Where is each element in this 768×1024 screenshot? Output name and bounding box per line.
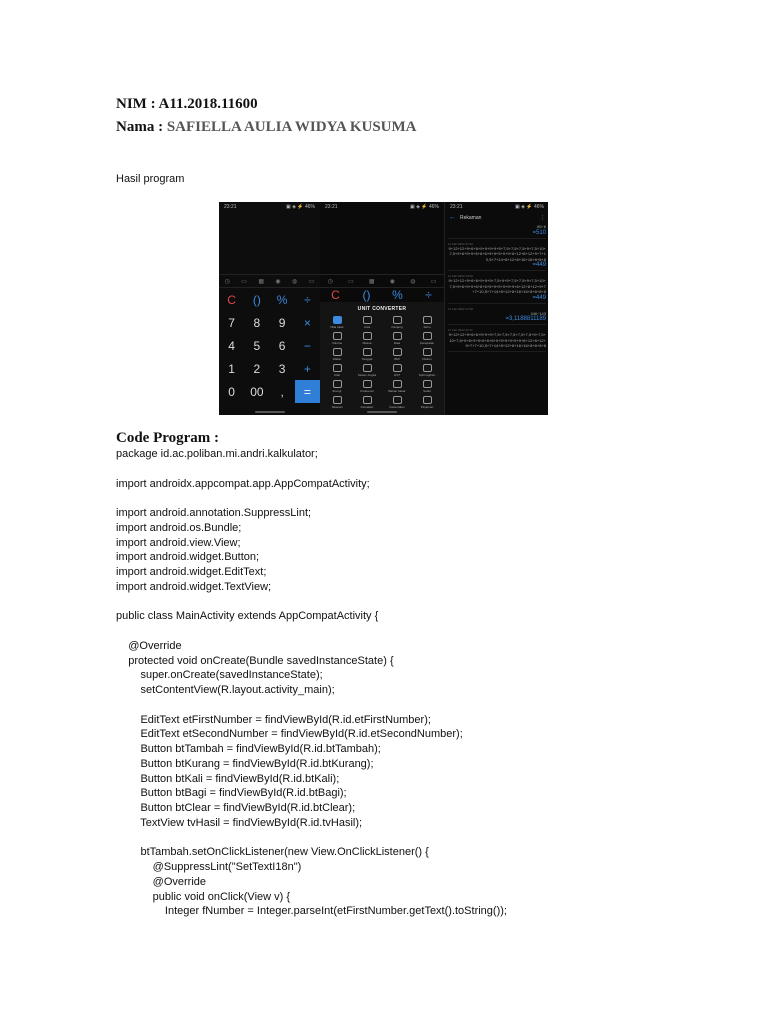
calc-key[interactable]: (): [252, 292, 261, 307]
status-time: 23:21: [224, 204, 237, 210]
status-icons: ▣ ◈ ⚡ 46%: [286, 204, 315, 210]
calc-key[interactable]: %: [276, 292, 288, 307]
unit-icon: [393, 380, 402, 388]
status-icons: ▣ ◈ ⚡ 46%: [515, 204, 544, 210]
code-line: Button btTambah = findViewById(R.id.btTambah);: [116, 743, 381, 755]
code-line: [116, 698, 507, 713]
toolbar-icon[interactable]: ▭: [241, 278, 247, 285]
unit-icon: [363, 380, 372, 388]
calc-key[interactable]: 6: [278, 338, 286, 353]
code-line: import android.widget.EditText;: [116, 566, 267, 578]
unit-icon: [333, 380, 342, 388]
unit-converter-label: BMI: [394, 357, 400, 361]
unit-converter-item[interactable]: [322, 364, 352, 377]
unit-converter-label: Volume: [331, 341, 342, 345]
unit-converter-item[interactable]: [382, 380, 412, 393]
unit-icon: [363, 364, 372, 372]
calculator-screenshot: [219, 202, 320, 415]
code-line: EditText etFirstNumber = findViewById(R.id.etFirstNumber);: [116, 713, 431, 726]
calc-key[interactable]: C: [227, 292, 236, 307]
toolbar-icon[interactable]: ▭: [348, 278, 354, 285]
status-bar: [320, 202, 444, 212]
code-line: TextView tvHasil = findViewById(R.id.tvHasil);: [116, 816, 363, 829]
code-line: import android.view.View;: [116, 536, 241, 549]
unit-converter-label: Bahan bakar: [388, 389, 406, 393]
nim-value: A11.2018.11600: [158, 96, 258, 112]
unit-converter-label: Massa: [362, 341, 372, 345]
unit-converter-item[interactable]: [352, 332, 382, 345]
calc-key[interactable]: 3: [278, 361, 286, 376]
toolbar-icon[interactable]: ▦: [258, 278, 264, 285]
code-line: Integer fNumber = Integer.parseInt(etFirstNumber.getText().toString());: [116, 905, 507, 918]
unit-converter-panel: [320, 302, 444, 415]
toolbar-icon[interactable]: ▭: [430, 278, 437, 285]
unit-converter-item[interactable]: [412, 396, 442, 409]
unit-converter-item[interactable]: [382, 348, 412, 361]
nim-label: NIM :: [116, 96, 159, 112]
history-screenshot: [444, 202, 548, 415]
nama-label: Nama :: [116, 119, 167, 135]
unit-converter-label: Kekentalan: [389, 405, 405, 409]
unit-icon: [423, 316, 432, 324]
unit-converter-label: Sudut: [423, 389, 431, 393]
code-line: protected void onCreate(Bundle savedInstanceState) {: [116, 654, 394, 667]
toolbar-icon[interactable]: ◍: [291, 278, 298, 285]
status-bar: [219, 202, 320, 212]
history-expression: 85÷6: [537, 224, 546, 229]
unit-converter-label: Energi: [332, 389, 342, 393]
unit-converter-item[interactable]: [322, 332, 352, 345]
history-expression: 446÷143: [530, 310, 546, 316]
unit-converter-item[interactable]: [322, 316, 352, 329]
history-entry[interactable]: [448, 328, 546, 352]
unit-converter-label: Data: [393, 341, 401, 345]
history-result: =510: [532, 229, 546, 236]
unit-converter-label: Sistem Angka: [357, 373, 377, 377]
unit-converter-item[interactable]: [412, 332, 442, 345]
unit-converter-item[interactable]: [322, 380, 352, 393]
calc-key[interactable]: ,: [280, 384, 284, 399]
history-date: 11 Feb 2022 11:31: [448, 328, 473, 332]
calc-keypad: [219, 288, 320, 403]
code-line: Button btKurang = findViewById(R.id.btKurang);: [116, 757, 374, 770]
unit-converter-label: Kekuatan: [360, 405, 374, 409]
code-line: Button btKali = findViewById(R.id.btKali);: [116, 772, 340, 785]
unit-icon: [393, 348, 402, 356]
history-list: [445, 224, 548, 415]
unit-converter-item[interactable]: [382, 332, 412, 345]
code-line: public void onClick(View v) {: [116, 890, 291, 903]
more-options-icon[interactable]: ⋮: [540, 214, 545, 221]
unit-converter-title: UNIT CONVERTER: [357, 306, 407, 312]
unit-icon: [393, 364, 402, 372]
unit-converter-label: Waktu: [332, 357, 342, 361]
toolbar-icon[interactable]: ◉: [275, 278, 281, 285]
unit-icon: [333, 332, 342, 340]
history-expression: 9+12+12+9+6+6+9+9+9+7,5+7,5+7,5+7,5+7,5+9+7,5+10+7,5+9+6+9+9+6+6+6+9+9+9+9+9+9+6+12+8+12+9+7+7+10,5+7+14+8+12+8+16+16+8+8+8+8: [448, 332, 546, 348]
unit-converter-item[interactable]: [322, 348, 352, 361]
code-line: [116, 491, 507, 506]
status-bar: [445, 202, 548, 212]
unit-converter-label: Frekuensi: [360, 389, 374, 393]
unit-icon: [423, 396, 432, 404]
unit-converter-item[interactable]: [412, 348, 442, 361]
unit-icon: [423, 380, 432, 388]
unit-icon: [423, 348, 432, 356]
calc-key[interactable]: %: [392, 288, 403, 302]
code-line: [116, 462, 507, 477]
history-result: =3,1188811189: [505, 316, 546, 322]
history-expression: 9+12+12+9+6+6+9+9+9+9+9+7,5+7,5+7,5+9+7,5+10+7,5+9+6+9+9+6+6+6+9+9+9+9+9+6+12+8+12+9+7+10,5+7+14+8+12+8+16+16+8+8+8: [448, 245, 546, 262]
unit-converter-item[interactable]: [352, 316, 382, 329]
history-entry[interactable]: [448, 242, 546, 272]
unit-converter-item[interactable]: [382, 316, 412, 329]
hasil-program-label: Hasil program: [116, 173, 185, 185]
calc-key[interactable]: =: [295, 380, 320, 403]
unit-icon: [333, 348, 342, 356]
unit-icon: [333, 316, 342, 324]
code-line: btTambah.setOnClickListener(new View.OnClickListener() {: [116, 846, 429, 859]
calc-toolbar: [320, 274, 444, 288]
code-line: super.onCreate(savedInstanceState);: [116, 669, 323, 682]
calc-key[interactable]: C: [331, 288, 340, 302]
code-line: import android.widget.Button;: [116, 551, 260, 564]
unit-icon: [393, 396, 402, 404]
calc-key[interactable]: 7: [228, 315, 235, 330]
calc-key[interactable]: (): [362, 288, 371, 302]
code-listing: [116, 447, 507, 919]
unit-converter-item[interactable]: [352, 364, 382, 377]
history-date: 11 Feb 2022 21:22: [448, 241, 473, 246]
code-line: setContentView(R.layout.activity_main);: [116, 684, 335, 696]
unit-icon: [363, 332, 372, 340]
unit-icon: [393, 332, 402, 340]
nav-handle: [367, 411, 397, 413]
calc-toolbar: [219, 274, 320, 288]
history-date: 11 Feb 2022 17:08: [448, 306, 473, 311]
toolbar-icon[interactable]: ▭: [308, 278, 315, 285]
toolbar-icon[interactable]: ◉: [389, 278, 396, 285]
unit-converter-label: Tanggal: [361, 357, 373, 361]
status-time: 23:21: [450, 204, 463, 210]
calc-key[interactable]: 2: [253, 361, 261, 376]
history-entry[interactable]: [448, 224, 546, 239]
calc-key[interactable]: 0: [228, 384, 235, 399]
unit-converter-item[interactable]: [412, 364, 442, 377]
code-line: [116, 831, 507, 846]
code-line: package id.ac.poliban.mi.andri.kalkulator;: [116, 448, 318, 460]
calc-key[interactable]: 5: [253, 338, 261, 353]
toolbar-icon[interactable]: ◍: [410, 278, 416, 285]
unit-converter-label: Tekanan: [331, 405, 343, 409]
code-line: @Override: [116, 875, 207, 888]
code-line: import androidx.appcompat.app.AppCompatActivity;: [116, 477, 370, 490]
nama-value: SAFIELLA AULIA WIDYA KUSUMA: [166, 119, 417, 135]
calc-key[interactable]: 4: [228, 338, 235, 353]
unit-converter-label: Kilat: [334, 373, 340, 377]
history-result: =449: [532, 262, 546, 268]
unit-converter-item[interactable]: [382, 364, 412, 377]
code-line: Button btClear = findViewById(R.id.btClear);: [116, 802, 356, 814]
nim-line: [116, 96, 258, 113]
unit-icon: [393, 316, 402, 324]
unit-converter-screenshot: [320, 202, 444, 415]
unit-converter-item[interactable]: [352, 348, 382, 361]
unit-converter-label: Split tagihan: [418, 373, 436, 377]
unit-icon: [363, 348, 372, 356]
calc-key[interactable]: ÷: [304, 292, 311, 307]
unit-converter-label: Suhu: [423, 325, 431, 329]
unit-converter-item[interactable]: [412, 316, 442, 329]
back-arrow-icon[interactable]: ←: [449, 214, 456, 221]
code-program-heading: Code Program :: [116, 430, 220, 446]
history-entry[interactable]: [448, 307, 546, 326]
calc-key[interactable]: −: [303, 338, 311, 353]
code-line: import android.widget.TextView;: [116, 580, 272, 593]
history-result: =449: [532, 294, 546, 301]
history-title: Rekaman: [460, 214, 482, 221]
unit-converter-grid: [322, 316, 442, 409]
calc-key[interactable]: ×: [303, 315, 311, 330]
history-expression: 9+12+12+9+6+6+9+9+9+7,5+9+9+7,5+7,5+9+7,5+10+7,5+9+6+9+9+6+6+6+9+9+9+9+9+9+6+12+8+12+9+7+7+10,5+7+14+8+12+8+16+16+8+8+8+8: [448, 278, 546, 294]
unit-converter-label: GST: [393, 373, 401, 377]
calc-key[interactable]: 8: [253, 315, 261, 330]
toolbar-icon[interactable]: ◷: [224, 278, 230, 285]
unit-converter-label: Panjang: [391, 325, 403, 329]
unit-converter-item[interactable]: [382, 396, 412, 409]
unit-icon: [363, 396, 372, 404]
unit-converter-item[interactable]: [352, 396, 382, 409]
calc-key[interactable]: 00: [250, 384, 264, 399]
history-date: 11 Feb 2022 19:06: [448, 274, 473, 278]
unit-icon: [363, 316, 372, 324]
unit-converter-label: Nilai tukar: [330, 325, 344, 329]
code-line: Button btBagi = findViewById(R.id.btBagi);: [116, 787, 347, 800]
status-icons: ▣ ◈ ⚡ 46%: [410, 204, 439, 210]
code-line: @SuppressLint("SetTextI18n"): [116, 861, 302, 873]
app-screenshots: [219, 202, 548, 415]
nav-handle: [255, 411, 285, 413]
code-line: EditText etSecondNumber = findViewById(R.id.etSecondNumber);: [116, 728, 463, 741]
unit-converter-label: Kecepatan: [419, 341, 435, 345]
code-line: [116, 624, 507, 639]
code-line: public class MainActivity extends AppCompatActivity {: [116, 610, 379, 623]
code-line: @Override: [116, 639, 182, 652]
calc-key[interactable]: ÷: [425, 288, 432, 302]
code-line: [116, 595, 507, 610]
unit-icon: [333, 396, 342, 404]
unit-icon: [423, 364, 432, 372]
code-line: import android.os.Bundle;: [116, 521, 242, 534]
unit-converter-label: Diskon: [422, 357, 432, 361]
calc-key[interactable]: +: [303, 361, 311, 376]
unit-icon: [423, 332, 432, 340]
calc-key[interactable]: 1: [228, 361, 235, 376]
unit-converter-item[interactable]: [352, 380, 382, 393]
unit-icon: [333, 364, 342, 372]
toolbar-icon[interactable]: ◷: [327, 278, 333, 285]
unit-converter-label: Area: [363, 325, 371, 329]
unit-converter-item[interactable]: [322, 396, 352, 409]
unit-converter-item[interactable]: [412, 380, 442, 393]
nama-line: [116, 119, 416, 136]
status-time: 23:21: [325, 204, 338, 210]
unit-converter-label: Pinjaman: [420, 405, 434, 409]
code-line: import android.annotation.SuppressLint;: [116, 507, 312, 519]
calc-key[interactable]: 9: [278, 315, 286, 330]
toolbar-icon[interactable]: ▦: [368, 278, 375, 285]
calc-keypad-top-row: [320, 288, 444, 302]
history-entry[interactable]: [448, 274, 546, 304]
history-header: [445, 212, 548, 223]
